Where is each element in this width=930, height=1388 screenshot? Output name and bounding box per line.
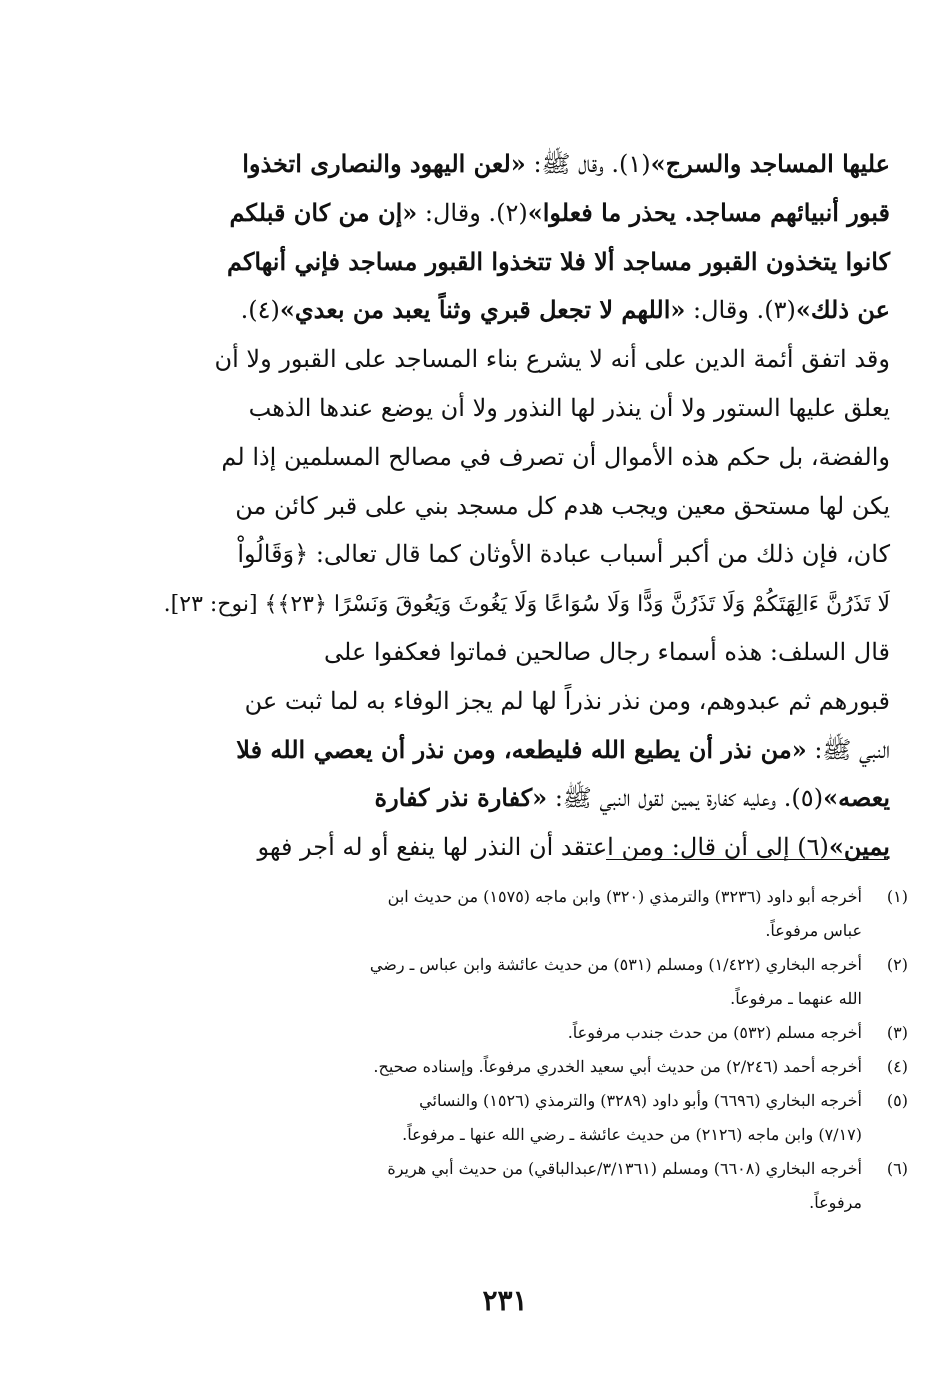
footnote-line: أخرجه أبو داود (٣٢٣٦) والترمذي (٣٢٠) وابن ماجه (١٥٧٥) من حديث ابن xyxy=(387,887,862,906)
body-text: قال السلف: هذه أسماء رجال صالحين فماتوا فعكفوا على xyxy=(324,637,890,666)
text-line xyxy=(198,530,890,579)
body-text: قبورهم ثم عبدوهم، ومن نذر نذراً لها لم يجز الوفاء به لما ثبت عن xyxy=(244,686,890,715)
page-number: ٢٣١ xyxy=(482,1284,528,1317)
footnote-text xyxy=(196,880,862,948)
footnote-text xyxy=(196,1050,862,1084)
footnote-line: مرفوعاً. xyxy=(809,1193,862,1212)
body-text: (١) xyxy=(619,150,651,178)
bold-hadith-text: «كفارة نذر كفارة xyxy=(374,783,548,813)
footnote-line: أخرجه أحمد (٢/٢٤٦) من حديث أبي سعيد الخدري مرفوعاً. وإسناده صحيح. xyxy=(373,1057,862,1076)
body-text: (٤) xyxy=(248,296,280,325)
bold-hadith-text: «من نذر أن يطيع الله فليطعه، ومن نذر أن يعصي الله فلا xyxy=(236,734,807,764)
footnote-line: أخرجه البخاري (١/٤٢٢) ومسلم (٥٣١) من حديث عائشة وابن عباس ـ رضي xyxy=(369,955,862,974)
footnote-line: أخرجه مسلم (٥٣٢) من حدث جندب مرفوعاً. xyxy=(567,1023,862,1042)
footnote-number: (١) xyxy=(886,887,908,906)
footnote-text xyxy=(196,1016,862,1050)
bold-hadith-text: «لعن اليهود والنصارى اتخذوا xyxy=(242,149,526,178)
footnote-text xyxy=(196,948,862,1016)
body-text: (٥) xyxy=(791,784,824,813)
footnote-line: (٧/١٧) وابن ماجه (٢١٢٦) من حديث عائشة ـ رضي الله عنها ـ مرفوعاً. xyxy=(402,1125,862,1144)
body-text: لَا تَذَرُنَّ ءَالِهَتَكُمْ وَلَا تَذَرُنَّ وَدًّا وَلَا سُوَاعًا وَلَا يَغُوثَ وَيَعُوقَ وَنَسْرًا ﴿٢٣﴾﴾ [نوح: ٢٣]. xyxy=(163,592,890,618)
text-line xyxy=(198,482,890,531)
bold-hadith-text: كانوا يتخذون القبور مساجد ألا فلا تتخذوا القبور مساجد فإني أنهاكم xyxy=(227,246,890,276)
bold-hadith-text: يعصه» xyxy=(823,783,890,813)
text-line xyxy=(198,189,890,238)
body-text: (٦) xyxy=(797,833,829,862)
footnotes xyxy=(196,880,908,1220)
bold-hadith-text: «اللهم لا تجعل قبري وثناً يعبد من بعدي» xyxy=(279,295,686,325)
footnote-number: (٥) xyxy=(886,1091,908,1110)
footnote-line: أخرجه البخاري (٦٦٠٨) ومسلم (٣/١٣٦١/عبدالباقي) من حديث أبي هريرة xyxy=(387,1159,862,1178)
footnote-line: الله عنهما ـ مرفوعاً. xyxy=(730,989,862,1008)
footnote-separator xyxy=(606,859,888,860)
text-line xyxy=(198,238,890,287)
body-text: . وقال: xyxy=(417,198,497,227)
text-line xyxy=(163,579,890,628)
text-line xyxy=(198,433,890,482)
text-line xyxy=(198,286,890,335)
body-text: وقد اتفق أئمة الدين على أنه لا يشرع بناء المساجد على القبور ولا أن xyxy=(214,345,890,374)
text-line xyxy=(198,823,890,872)
body-text: . وعليه كفارة يمين لقول النبي ﷺ: xyxy=(547,784,792,813)
bold-hadith-text: يمين» xyxy=(828,832,890,862)
body-text: . وقال ﷺ: xyxy=(525,150,620,178)
footnote xyxy=(196,948,908,1016)
footnote xyxy=(196,1016,908,1050)
body-text: يكن لها مستحق معين ويجب هدم كل مسجد بني على قبر كائن من xyxy=(235,491,890,520)
body-text: والفضة، بل حكم هذه الأموال أن تصرف في مصالح المسلمين إذا لم xyxy=(221,442,890,471)
text-line xyxy=(198,335,890,384)
bold-hadith-text: عن ذلك» xyxy=(795,295,890,325)
bold-hadith-text: قبور أنبيائهم مساجد. يحذر ما فعلوا» xyxy=(527,197,890,227)
body-text: يعلق عليها الستور ولا أن ينذر لها النذور ولا أن يوضع عندها الذهب xyxy=(248,393,890,422)
footnote-number: (٦) xyxy=(886,1159,908,1178)
body-text: النبي ﷺ: xyxy=(806,735,890,764)
text-line xyxy=(198,774,890,823)
bold-hadith-text: عليها المساجد والسرج» xyxy=(650,149,890,178)
body-text: كان، فإن ذلك من أكبر أسباب عبادة الأوثان كما قال تعالى: ﴿وَقَالُواْ xyxy=(237,540,890,569)
footnote-number: (٣) xyxy=(886,1023,908,1042)
body-text: (٢) xyxy=(496,198,528,227)
footnote-number: (٢) xyxy=(886,955,908,974)
bold-hadith-text: «إن من كان قبلكم xyxy=(229,197,418,227)
body-text: إلى أن قال: ومن اعتقد أن النذر لها ينفع أو له أجر فهو xyxy=(257,833,798,862)
main-body-text xyxy=(163,140,890,872)
text-line xyxy=(198,628,890,677)
footnote-text xyxy=(196,1152,862,1220)
footnote xyxy=(196,1084,908,1152)
body-text: . وقال: xyxy=(685,296,765,325)
footnote xyxy=(196,1152,908,1220)
text-line xyxy=(198,140,890,189)
body-text: (٣) xyxy=(764,296,796,325)
text-line xyxy=(198,726,890,775)
footnote-line: أخرجه البخاري (٦٦٩٦) وأبو داود (٣٢٨٩) والترمذي (١٥٢٦) والنسائي xyxy=(419,1091,862,1110)
footnote xyxy=(196,1050,908,1084)
footnote-line: عباس مرفوعاً. xyxy=(765,921,862,940)
footnote-number: (٤) xyxy=(886,1057,908,1076)
footnote-text xyxy=(196,1084,862,1152)
text-line xyxy=(198,677,890,726)
footnote xyxy=(196,880,908,948)
body-text: . xyxy=(240,296,249,325)
text-line xyxy=(198,384,890,433)
